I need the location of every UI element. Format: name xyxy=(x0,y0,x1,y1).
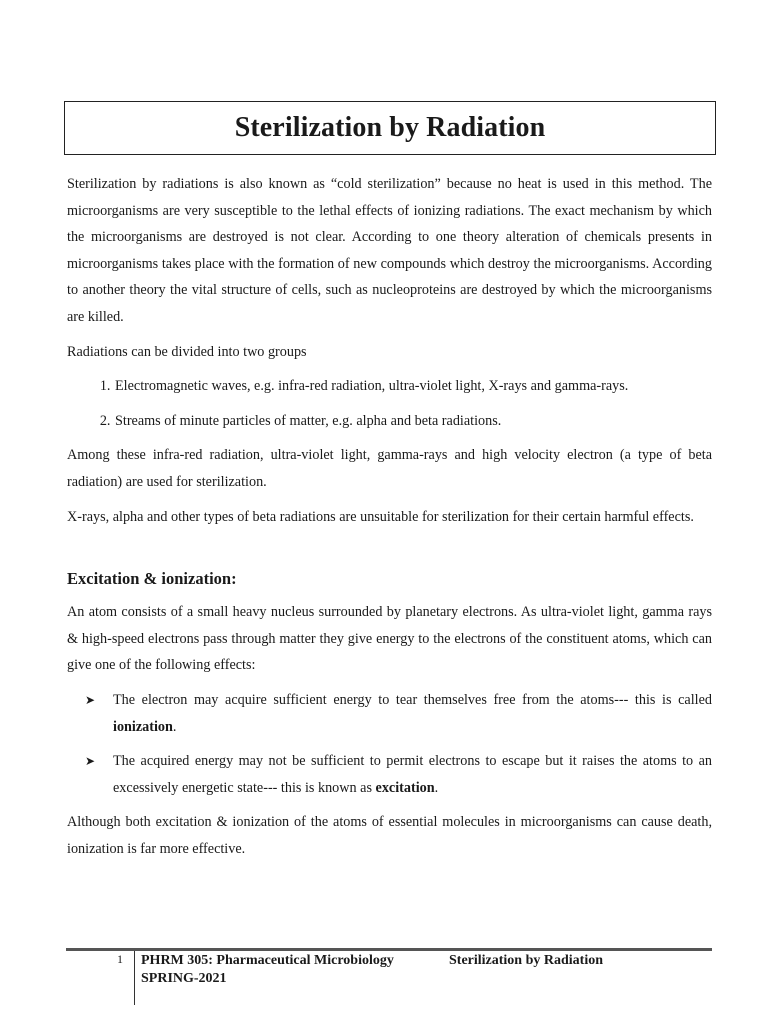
page-number: 1 xyxy=(117,952,123,966)
list-item: 2. Streams of minute particles of matter, e.g. alpha and beta radiations. xyxy=(114,408,712,435)
bullet-term: excitation xyxy=(375,779,435,796)
bullet-end: . xyxy=(172,718,177,735)
bullet-term: ionization xyxy=(113,718,173,735)
page-title: Sterilization by Radiation xyxy=(234,112,546,143)
title-box xyxy=(64,101,716,155)
radiation-groups-list xyxy=(67,373,712,434)
section-heading: Excitation & ionization: xyxy=(67,569,237,589)
footer-divider xyxy=(66,948,712,951)
bullet-text: The acquired energy may not be sufficient to permit electrons to escape but it raises the atoms to an excessively energetic state--- this is known as xyxy=(113,753,712,796)
intro-paragraph-3: Among these infra-red radiation, ultra-violet light, gamma-rays and high velocity electron (a type of beta radiation) are used for sterilization. xyxy=(67,447,712,490)
intro-paragraph-1: Sterilization by radiations is also known as “cold sterilization” because no heat is used in this method. The microorganisms are very susceptible to the lethal effects of ionizing radiations. The exact mechanism by which the microorganisms are destroyed is not clear. According to one theory alteration of chemicals presents in microorganisms takes place with the formation of new compounds which destroy the microorganisms. According to another theory the vital structure of cells, such as nucleoproteins are destroyed by which the microorganisms are killed. xyxy=(67,176,712,325)
intro-paragraph-2: Radiations can be divided into two groups xyxy=(67,343,307,360)
footer-course: PHRM 305: Pharmaceutical Microbiology xyxy=(141,953,394,968)
document-body xyxy=(67,171,712,870)
footer-vertical-divider xyxy=(134,951,135,1005)
bullet-text: The electron may acquire sufficient energy to tear themselves free from the atoms--- this is called xyxy=(113,691,712,708)
arrow-bullet-icon: ➤ xyxy=(85,692,96,707)
intro-paragraph-4: X-rays, alpha and other types of beta radiations are unsuitable for sterilization for their certain harmful effects. xyxy=(67,508,694,525)
list-item: 1. Electromagnetic waves, e.g. infra-red radiation, ultra-violet light, X-rays and gamma-rays. xyxy=(114,373,712,400)
list-item xyxy=(67,687,712,740)
footer-term: SPRING-2021 xyxy=(141,971,227,986)
bullet-end: . xyxy=(434,779,439,796)
section-paragraph-1: An atom consists of a small heavy nucleus surrounded by planetary electrons. As ultra-violet light, gamma rays & high-speed electrons pass through matter they give energy to the electrons of the constituent atoms, which can give one of the following effects: xyxy=(67,604,712,674)
arrow-bullet-icon: ➤ xyxy=(85,754,96,769)
list-item xyxy=(67,748,712,801)
footer-topic: Sterilization by Radiation xyxy=(449,953,604,968)
effects-list xyxy=(67,687,712,801)
section-paragraph-2: Although both excitation & ionization of the atoms of essential molecules in microorganisms can cause death, ionization is far more effective. xyxy=(67,814,712,857)
